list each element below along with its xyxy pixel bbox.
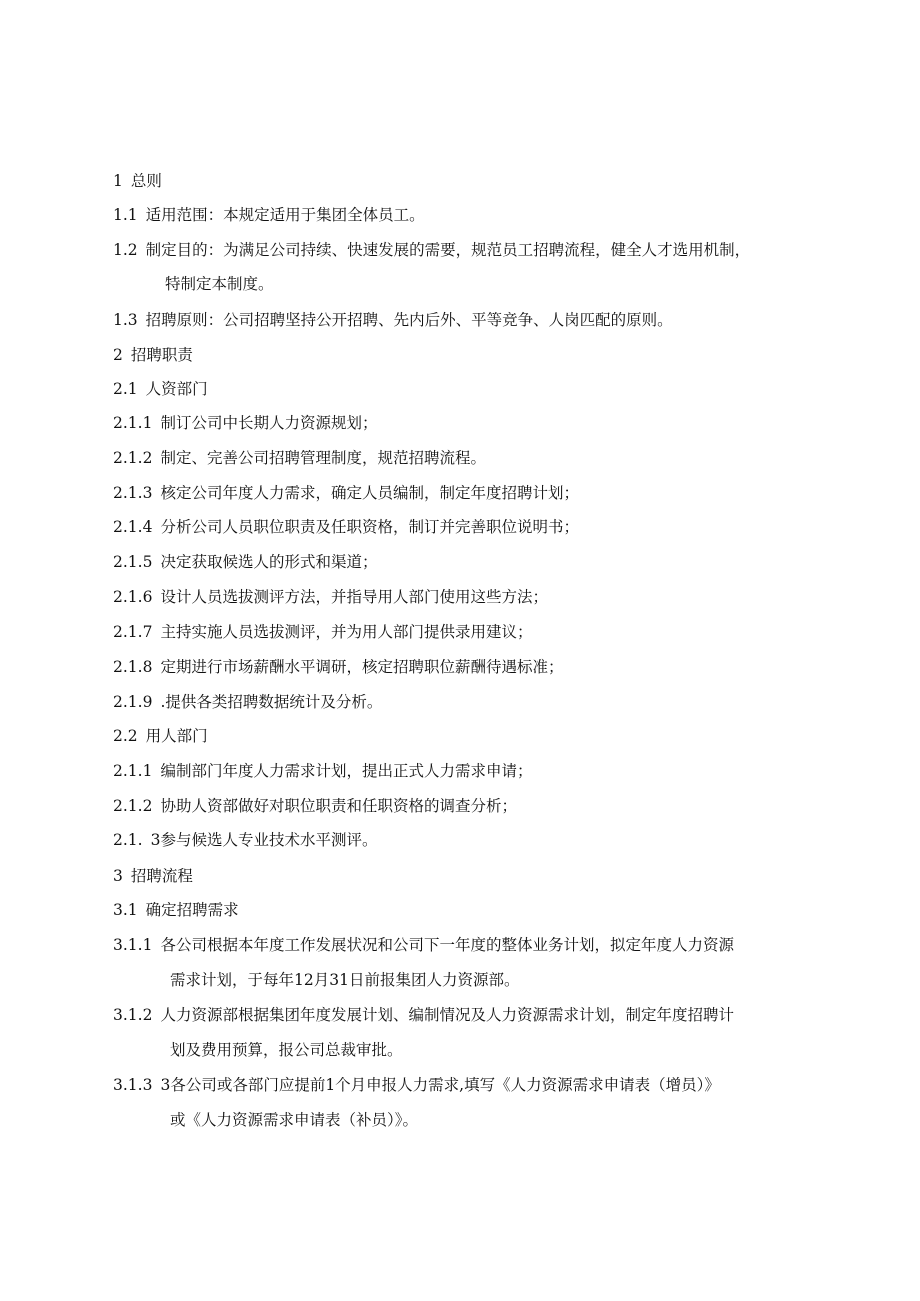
clause-3-1-1: 3.1.1 各公司根据本年度工作发展状况和公司下一年度的整体业务计划，拟定年度人力资源	[113, 936, 734, 954]
clause-2-1-7: 2.1.7 主持实施人员选拔测评，并为用人部门提供录用建议；	[113, 623, 533, 641]
clause-3-1-3-cont: 或《人力资源需求申请表（补员）》。	[170, 1111, 419, 1129]
clause-3-1: 3.1 确定招聘需求	[113, 901, 239, 919]
clause-2-1-2: 2.1.2 制定、完善公司招聘管理制度，规范招聘流程。	[113, 449, 486, 467]
clause-2-2: 2.2 用人部门	[113, 727, 208, 745]
clause-2-2-1: 2.1.1 编制部门年度人力需求计划，提出正式人力需求申请；	[113, 762, 533, 780]
clause-2-1-8: 2.1.8 定期进行市场薪酬水平调研，核定招聘职位薪酬待遇标准；	[113, 658, 564, 676]
clause-2-1-3: 2.1.3 核定公司年度人力需求，确定人员编制，制定年度招聘计划；	[113, 484, 579, 502]
clause-2-1-9: 2.1.9 .提供各类招聘数据统计及分析。	[113, 693, 383, 711]
heading-2: 2 招聘职责	[113, 346, 193, 364]
clause-2-1-1: 2.1.1 制订公司中长期人力资源规划；	[113, 414, 378, 432]
clause-3-1-3: 3.1.3 3各公司或各部门应提前1个月申报人力需求,填写《人力资源需求申请表（增员）》	[113, 1076, 720, 1094]
clause-1-1: 1.1 适用范围：本规定适用于集团全体员工。	[113, 206, 425, 224]
clause-2-2-3: 2.1. 3参与候选人专业技术水平测评。	[113, 831, 378, 849]
clause-2-2-2: 2.1.2 协助人资部做好对职位职责和任职资格的调查分析；	[113, 797, 517, 815]
clause-3-1-1-cont: 需求计划，于每年12月31日前报集团人力资源部。	[170, 971, 520, 989]
heading-1: 1 总则	[113, 172, 162, 190]
clause-2-1-4: 2.1.4 分析公司人员职位职责及任职资格，制订并完善职位说明书；	[113, 518, 579, 536]
clause-2-1: 2.1 人资部门	[113, 380, 208, 398]
clause-2-1-6: 2.1.6 设计人员选拔测评方法，并指导用人部门使用这些方法；	[113, 588, 548, 606]
heading-3: 3 招聘流程	[113, 867, 193, 885]
clause-3-1-2: 3.1.2 人力资源部根据集团年度发展计划、编制情况及人力资源需求计划，制定年度招聘计	[113, 1006, 734, 1024]
clause-1-3: 1.3 招聘原则：公司招聘坚持公开招聘、先内后外、平等竞争、人岗匹配的原则。	[113, 311, 673, 329]
clause-3-1-2-cont: 划及费用预算，报公司总裁审批。	[170, 1041, 403, 1059]
clause-1-2: 1.2 制定目的：为满足公司持续、快速发展的需要，规范员工招聘流程，健全人才选用机制，	[113, 241, 751, 259]
clause-2-1-5: 2.1.5 决定获取候选人的形式和渠道；	[113, 553, 378, 571]
clause-1-2-cont: 特制定本制度。	[165, 275, 274, 293]
